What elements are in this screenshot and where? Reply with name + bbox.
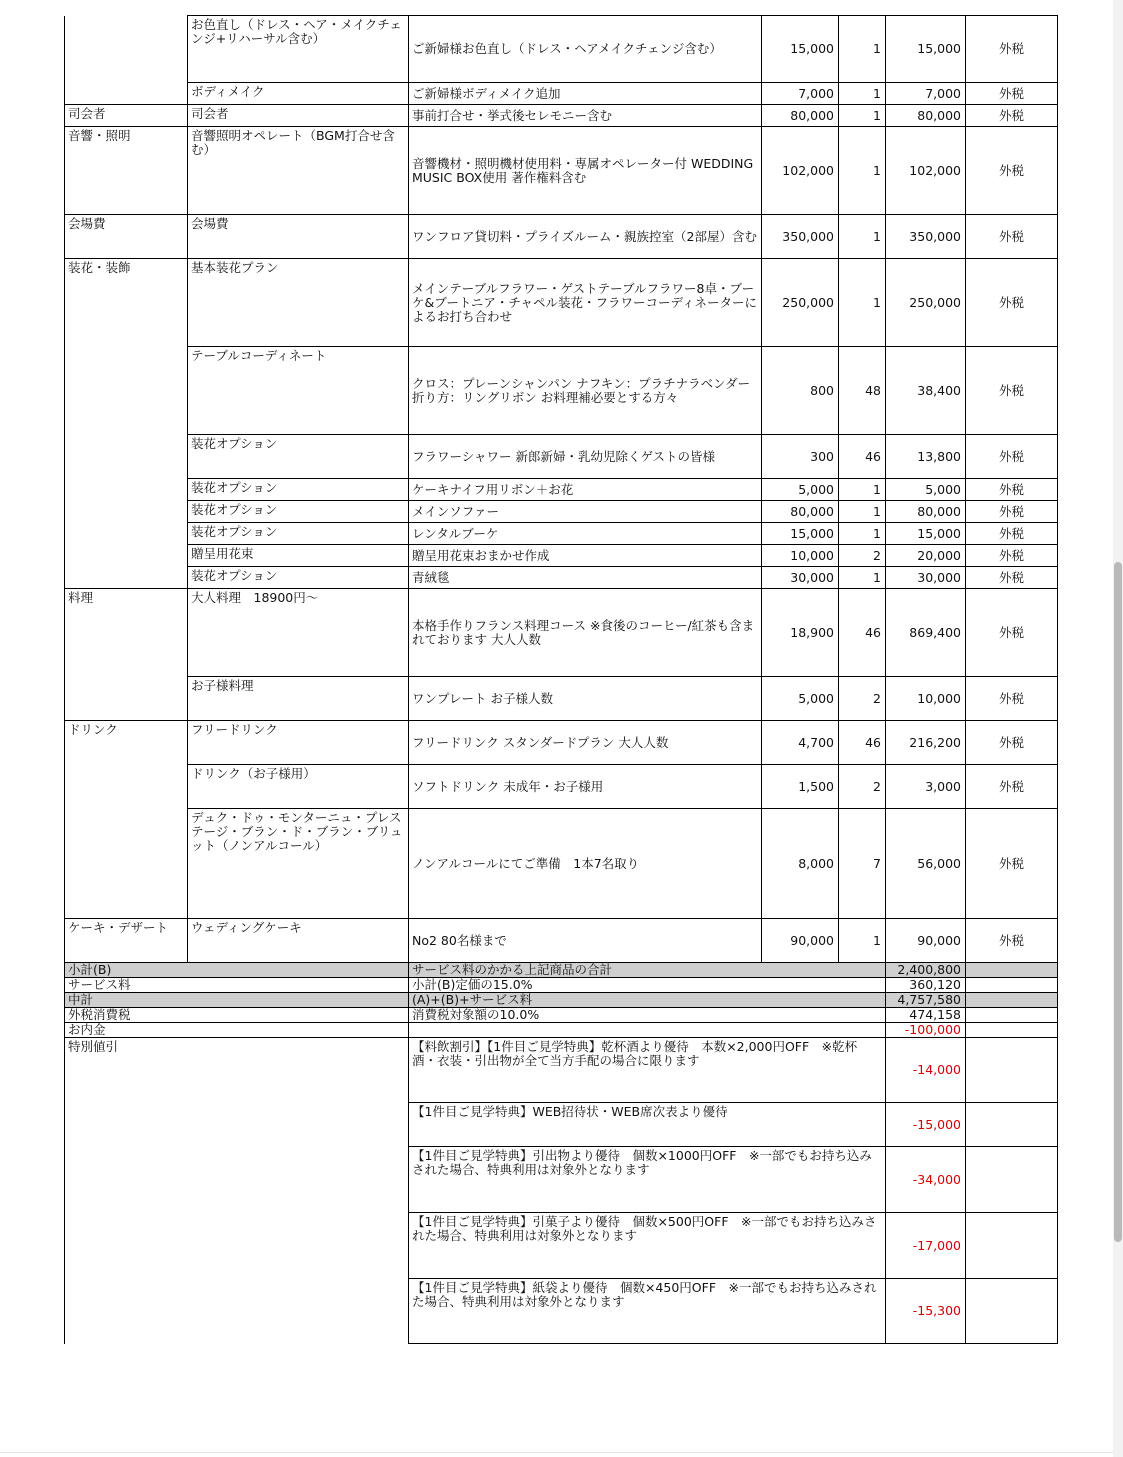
amount-cell: 30,000: [886, 567, 966, 589]
item-name-cell: 装花オプション: [188, 523, 409, 545]
discount-row: [65, 1038, 1058, 1103]
amount-cell: 80,000: [886, 501, 966, 523]
category-cell: ドリンク: [65, 721, 188, 765]
description-cell: ワンフロア貸切料・プライズルーム・親族控室（2部屋）含む: [409, 215, 762, 259]
summary-row-service-charge: [65, 978, 1058, 993]
description-cell: ノンアルコールにてご準備 1本7名取り: [409, 809, 762, 919]
item-name-cell: ウェディングケーキ: [188, 919, 409, 963]
category-cell: [65, 545, 188, 567]
description-cell: ご新婦様お色直し（ドレス・ヘアメイクチェンジ含む）: [409, 16, 762, 83]
category-cell: [65, 809, 188, 919]
scrollbar-thumb[interactable]: [1114, 562, 1122, 1242]
unit-price-cell: 4,700: [762, 721, 839, 765]
discount-amount: -17,000: [886, 1213, 966, 1279]
category-cell: 司会者: [65, 105, 188, 127]
tax-type-cell: 外税: [966, 347, 1058, 435]
amount-cell: 15,000: [886, 523, 966, 545]
quantity-cell: 46: [839, 589, 886, 677]
summary-blank: [966, 1023, 1058, 1038]
unit-price-cell: 15,000: [762, 523, 839, 545]
summary-row-deposit: [65, 1023, 1058, 1038]
scrollbar-track[interactable]: [1113, 0, 1123, 1457]
description-cell: 事前打合せ・挙式後セレモニー含む: [409, 105, 762, 127]
category-cell: [65, 501, 188, 523]
item-name-cell: 基本装花プラン: [188, 259, 409, 347]
unit-price-cell: 30,000: [762, 567, 839, 589]
unit-price-cell: 15,000: [762, 16, 839, 83]
quantity-cell: 1: [839, 127, 886, 215]
quantity-cell: 1: [839, 919, 886, 963]
amount-cell: 10,000: [886, 677, 966, 721]
unit-price-cell: 5,000: [762, 677, 839, 721]
summary-amount: 2,400,800: [886, 963, 966, 978]
category-cell: ケーキ・デザート: [65, 919, 188, 963]
page-bottom-edge: [0, 1452, 1113, 1453]
summary-row-consumption-tax: [65, 1008, 1058, 1023]
amount-cell: 3,000: [886, 765, 966, 809]
item-name-cell: 装花オプション: [188, 501, 409, 523]
unit-price-cell: 102,000: [762, 127, 839, 215]
unit-price-cell: 8,000: [762, 809, 839, 919]
item-name-cell: テーブルコーディネート: [188, 347, 409, 435]
item-name-cell: ドリンク（お子様用）: [188, 765, 409, 809]
table-row: [65, 501, 1058, 523]
quantity-cell: 1: [839, 215, 886, 259]
estimate-table: [64, 15, 1058, 1344]
unit-price-cell: 7,000: [762, 83, 839, 105]
tax-type-cell: 外税: [966, 127, 1058, 215]
quantity-cell: 1: [839, 259, 886, 347]
unit-price-cell: 250,000: [762, 259, 839, 347]
discount-amount: -14,000: [886, 1038, 966, 1103]
tax-type-cell: 外税: [966, 501, 1058, 523]
tax-type-cell: 外税: [966, 809, 1058, 919]
item-name-cell: ボディメイク: [188, 83, 409, 105]
table-row: [65, 523, 1058, 545]
description-cell: ケーキナイフ用リボン＋お花: [409, 479, 762, 501]
tax-type-cell: 外税: [966, 545, 1058, 567]
description-cell: レンタルブーケ: [409, 523, 762, 545]
table-row: [65, 589, 1058, 677]
tax-type-cell: 外税: [966, 567, 1058, 589]
discount-blank: [966, 1279, 1058, 1344]
item-name-cell: 装花オプション: [188, 435, 409, 479]
amount-cell: 350,000: [886, 215, 966, 259]
amount-cell: 13,800: [886, 435, 966, 479]
discount-description: 【料飲割引】【1件目ご見学特典】乾杯酒より優待 本数×2,000円OFF ※乾杯酒・衣装・引出物が全て当方手配の場合に限ります: [409, 1038, 886, 1103]
amount-cell: 56,000: [886, 809, 966, 919]
quantity-cell: 1: [839, 567, 886, 589]
discount-blank: [966, 1213, 1058, 1279]
discount-blank: [966, 1038, 1058, 1103]
table-row: [65, 435, 1058, 479]
amount-cell: 216,200: [886, 721, 966, 765]
category-cell: 装花・装飾: [65, 259, 188, 347]
summary-description: 小計(B)定価の15.0%: [409, 978, 886, 993]
category-cell: 会場費: [65, 215, 188, 259]
table-row: [65, 809, 1058, 919]
table-row: [65, 259, 1058, 347]
discount-amount: -34,000: [886, 1147, 966, 1213]
description-cell: 贈呈用花束おまかせ作成: [409, 545, 762, 567]
unit-price-cell: 1,500: [762, 765, 839, 809]
discount-description: 【1件目ご見学特典】WEB招待状・WEB席次表より優待: [409, 1103, 886, 1147]
item-name-cell: 大人料理 18900円～: [188, 589, 409, 677]
description-cell: メインテーブルフラワー・ゲストテーブルフラワー8卓・ブーケ&ブートニア・チャペル装花・フラワーコーディネーターによるお打ち合わせ: [409, 259, 762, 347]
category-cell: 音響・照明: [65, 127, 188, 215]
summary-description: [409, 1023, 886, 1038]
item-name-cell: 贈呈用花束: [188, 545, 409, 567]
tax-type-cell: 外税: [966, 259, 1058, 347]
summary-description: サービス料のかかる上記商品の合計: [409, 963, 886, 978]
discount-blank: [966, 1147, 1058, 1213]
description-cell: ご新婦様ボディメイク追加: [409, 83, 762, 105]
summary-label: 外税消費税: [65, 1008, 409, 1023]
table-row: [65, 721, 1058, 765]
amount-cell: 102,000: [886, 127, 966, 215]
discount-description: 【1件目ご見学特典】紙袋より優待 個数×450円OFF ※一部でもお持ち込みされた場合、特典利用は対象外となります: [409, 1279, 886, 1344]
discount-description: 【1件目ご見学特典】引出物より優待 個数×1000円OFF ※一部でもお持ち込みされた場合、特典利用は対象外となります: [409, 1147, 886, 1213]
tax-type-cell: 外税: [966, 16, 1058, 83]
category-cell: [65, 523, 188, 545]
summary-blank: [966, 1008, 1058, 1023]
quantity-cell: 1: [839, 16, 886, 83]
category-cell: [65, 765, 188, 809]
table-row: [65, 127, 1058, 215]
amount-cell: 15,000: [886, 16, 966, 83]
discount-amount: -15,300: [886, 1279, 966, 1344]
category-cell: 料理: [65, 589, 188, 677]
summary-amount: 474,158: [886, 1008, 966, 1023]
item-name-cell: お色直し（ドレス・ヘア・メイクチェンジ+リハーサル含む）: [188, 16, 409, 83]
summary-blank: [966, 963, 1058, 978]
category-cell: [65, 347, 188, 435]
amount-cell: 5,000: [886, 479, 966, 501]
summary-blank: [966, 978, 1058, 993]
tax-type-cell: 外税: [966, 83, 1058, 105]
amount-cell: 250,000: [886, 259, 966, 347]
unit-price-cell: 18,900: [762, 589, 839, 677]
summary-amount: 4,757,580: [886, 993, 966, 1008]
unit-price-cell: 350,000: [762, 215, 839, 259]
tax-type-cell: 外税: [966, 919, 1058, 963]
category-cell: [65, 677, 188, 721]
unit-price-cell: 800: [762, 347, 839, 435]
tax-type-cell: 外税: [966, 215, 1058, 259]
summary-label: お内金: [65, 1023, 409, 1038]
item-name-cell: 装花オプション: [188, 479, 409, 501]
item-name-cell: 音響照明オペレート（BGM打合せ含む）: [188, 127, 409, 215]
category-cell: [65, 567, 188, 589]
quantity-cell: 2: [839, 545, 886, 567]
table-row: [65, 677, 1058, 721]
category-cell: [65, 83, 188, 105]
table-row: [65, 765, 1058, 809]
table-row: [65, 83, 1058, 105]
description-cell: メインソファー: [409, 501, 762, 523]
discount-blank: [966, 1103, 1058, 1147]
quantity-cell: 46: [839, 721, 886, 765]
description-cell: No2 80名様まで: [409, 919, 762, 963]
description-cell: フリードリンク スタンダードプラン 大人人数: [409, 721, 762, 765]
amount-cell: 80,000: [886, 105, 966, 127]
category-cell: [65, 479, 188, 501]
item-name-cell: 会場費: [188, 215, 409, 259]
quantity-cell: 7: [839, 809, 886, 919]
summary-row-midtotal: [65, 993, 1058, 1008]
summary-label: 中計: [65, 993, 409, 1008]
amount-cell: 20,000: [886, 545, 966, 567]
item-name-cell: 司会者: [188, 105, 409, 127]
unit-price-cell: 90,000: [762, 919, 839, 963]
unit-price-cell: 80,000: [762, 105, 839, 127]
description-cell: フラワーシャワー 新郎新婦・乳幼児除くゲストの皆様: [409, 435, 762, 479]
quantity-cell: 2: [839, 677, 886, 721]
item-name-cell: 装花オプション: [188, 567, 409, 589]
description-cell: 音響機材・照明機材使用料・専属オペレーター付 WEDDING MUSIC BOX使用 著作権料含む: [409, 127, 762, 215]
discount-description: 【1件目ご見学特典】引菓子より優待 個数×500円OFF ※一部でもお持ち込みされた場合、特典利用は対象外となります: [409, 1213, 886, 1279]
table-row: [65, 479, 1058, 501]
tax-type-cell: 外税: [966, 589, 1058, 677]
amount-cell: 38,400: [886, 347, 966, 435]
item-name-cell: フリードリンク: [188, 721, 409, 765]
summary-blank: [966, 993, 1058, 1008]
description-cell: 本格手作りフランス料理コース ※食後のコーヒー/紅茶も含まれております 大人人数: [409, 589, 762, 677]
special-discount-label: 特別値引: [65, 1038, 409, 1344]
table-row: [65, 567, 1058, 589]
unit-price-cell: 300: [762, 435, 839, 479]
category-cell: [65, 16, 188, 83]
summary-description: (A)+(B)+サービス料: [409, 993, 886, 1008]
description-cell: クロス：プレーンシャンパン ナフキン：プラチナラベンダー 折り方：リングリボン お料理補必要とする方々: [409, 347, 762, 435]
unit-price-cell: 10,000: [762, 545, 839, 567]
quantity-cell: 46: [839, 435, 886, 479]
quantity-cell: 2: [839, 765, 886, 809]
amount-cell: 7,000: [886, 83, 966, 105]
unit-price-cell: 80,000: [762, 501, 839, 523]
summary-row-subtotal: [65, 963, 1058, 978]
tax-type-cell: 外税: [966, 105, 1058, 127]
tax-type-cell: 外税: [966, 523, 1058, 545]
quantity-cell: 48: [839, 347, 886, 435]
quantity-cell: 1: [839, 105, 886, 127]
tax-type-cell: 外税: [966, 765, 1058, 809]
summary-label: サービス料: [65, 978, 409, 993]
table-row: [65, 545, 1058, 567]
tax-type-cell: 外税: [966, 721, 1058, 765]
summary-description: 消費税対象額の10.0%: [409, 1008, 886, 1023]
summary-amount: 360,120: [886, 978, 966, 993]
amount-cell: 869,400: [886, 589, 966, 677]
unit-price-cell: 5,000: [762, 479, 839, 501]
table-row: [65, 919, 1058, 963]
table-row: [65, 16, 1058, 83]
quantity-cell: 1: [839, 501, 886, 523]
amount-cell: 90,000: [886, 919, 966, 963]
tax-type-cell: 外税: [966, 435, 1058, 479]
summary-amount: -100,000: [886, 1023, 966, 1038]
tax-type-cell: 外税: [966, 479, 1058, 501]
category-cell: [65, 435, 188, 479]
table-row: [65, 105, 1058, 127]
item-name-cell: お子様料理: [188, 677, 409, 721]
table-row: [65, 215, 1058, 259]
description-cell: ソフトドリンク 未成年・お子様用: [409, 765, 762, 809]
tax-type-cell: 外税: [966, 677, 1058, 721]
quantity-cell: 1: [839, 83, 886, 105]
description-cell: 青絨毯: [409, 567, 762, 589]
summary-label: 小計(B): [65, 963, 409, 978]
discount-amount: -15,000: [886, 1103, 966, 1147]
description-cell: ワンプレート お子様人数: [409, 677, 762, 721]
quantity-cell: 1: [839, 523, 886, 545]
table-row: [65, 347, 1058, 435]
item-name-cell: デュク・ドゥ・モンターニュ・プレステージ・ブラン・ド・ブラン・ブリュット（ノンアルコール）: [188, 809, 409, 919]
quantity-cell: 1: [839, 479, 886, 501]
